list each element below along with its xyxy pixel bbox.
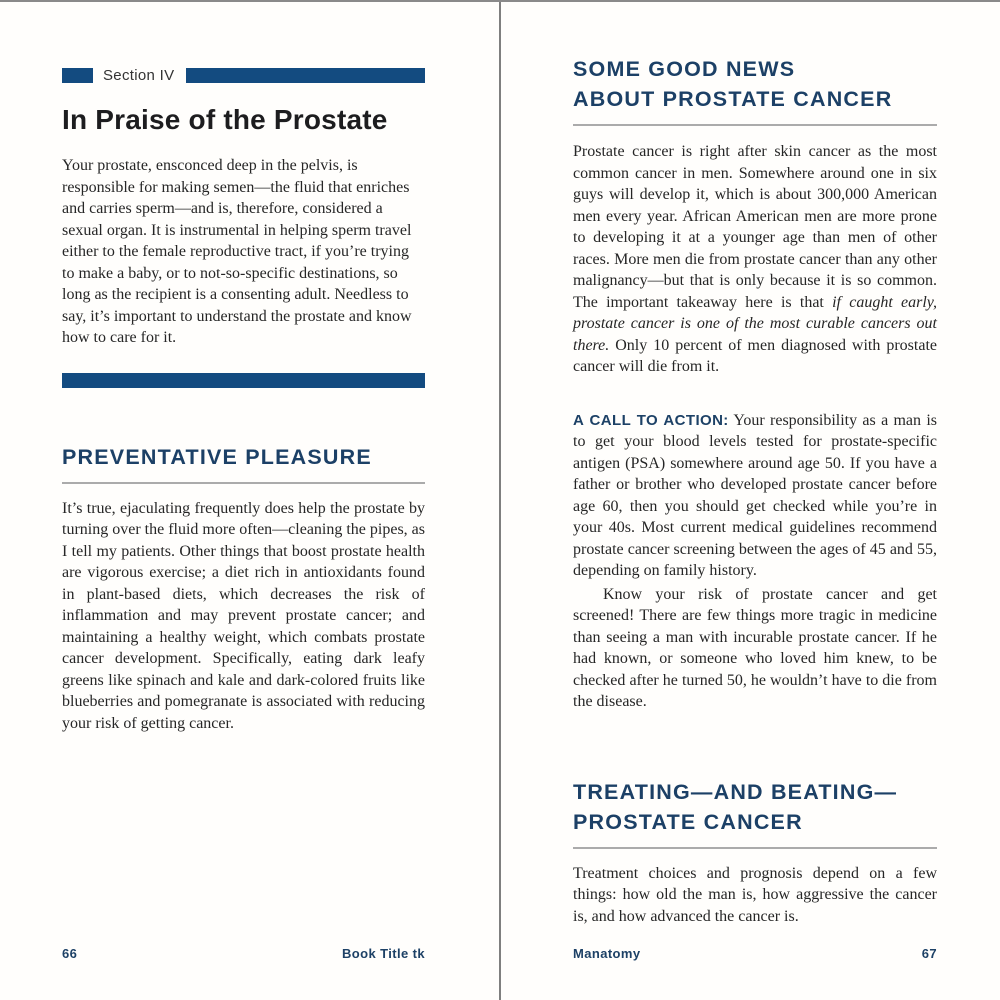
heading-line-2: PROSTATE CANCER [573, 809, 803, 834]
call-to-action-text: Your responsibility as a man is to get your blood levels tested for prostate-specific antigen (PSA) somewhere around age 50. If you have a father or brother who developed prostate cancer before age 60, then you should get checked while you’re in your 40s. Most current medical guidelines recommend prostate cancer screening between the ages of 45 and 55, depending on family history. [573, 411, 937, 579]
intro-paragraph: Your prostate, ensconced deep in the pelvis, is responsible for making semen—the fluid that enriches and carries sperm—and is, therefore, considered a sexual organ. It is instrumental in helping sperm travel either to the female reproductive tract, if you’re trying to make a baby, or to not-so-specific destinations, so long as the recipient is a consenting adult. Needless to say, it’s important to understand the prostate and know how to care for it. [62, 157, 412, 346]
call-to-action-label: A CALL TO ACTION: [573, 411, 729, 429]
heading-line-2: ABOUT PROSTATE CANCER [573, 87, 893, 111]
know-your-risk-paragraph: Know your risk of prostate cancer and get screened! There are few things more tragic in medicine than seeing a man with incurable prostate cancer. If he had known, or someone who loved him knew, to be checked after he turned 50, he wouldn’t have to die from the disease. [573, 585, 937, 710]
right-page-footer [500, 946, 1000, 961]
section-label: Section IV [103, 67, 175, 84]
right-page [500, 2, 1000, 1000]
section-marker-chip [62, 68, 93, 83]
treatment-paragraph: Treatment choices and prognosis depend on a few things: how old the man is, how aggressive the cancer is, and how advanced the cancer is. [573, 864, 937, 925]
heading-line-1: TREATING—AND BEATING— [573, 779, 898, 804]
section-heading-good-news [573, 54, 937, 114]
paragraph-text: Only 10 percent of men diagnosed with prostate cancer will die from it. [573, 336, 937, 375]
section-heading-treating [573, 777, 937, 837]
good-news-paragraph [573, 141, 937, 378]
heading-rule [573, 124, 937, 126]
section-marker-bar [186, 68, 425, 83]
section-heading-preventative-pleasure: PREVENTATIVE PLEASURE [62, 444, 372, 469]
chapter-title: In Praise of the Prostate [62, 104, 388, 135]
left-page-footer [0, 946, 500, 961]
paragraph-italic-text: if caught early, prostate cancer is one of the most curable cancers out there. [573, 293, 937, 354]
blue-divider-bar [62, 373, 425, 388]
paragraph-text: Prostate cancer is right after skin cancer as the most common cancer in men. Somewhere around one in six guys will develop it, which is about 300,000 American men every year. African American men are more prone to developing it at a younger age than men of other races. More men die from prostate cancer than any other malignancy—but that is only because it is so common. The important takeaway here is that [573, 143, 937, 311]
running-title-left: Book Title tk [342, 946, 425, 961]
preventative-pleasure-paragraph: It’s true, ejaculating frequently does help the prostate by turning over the fluid more often—cleaning the pipes, as I tell my patients. Other things that boost prostate health are vigorous exercise; a diet rich in antioxidants found in plant-based diets, which decreases the risk of inflammation and may prevent prostate cancer; and maintaining a healthy weight, which combats prostate cancer development. Specifically, eating dark leafy greens like spinach and kale and dark-colored fruits like blueberries and pomegranate is associated with reducing your risk of getting cancer. [62, 499, 426, 732]
page-number-left: 66 [62, 946, 78, 961]
heading-rule [573, 847, 937, 849]
heading-rule [62, 482, 425, 484]
running-title-right: Manatomy [573, 946, 641, 961]
section-marker [62, 68, 425, 83]
left-page [0, 2, 500, 1000]
call-to-action-paragraph [573, 410, 937, 582]
page-number-right: 67 [921, 946, 937, 961]
heading-line-1: SOME GOOD NEWS [573, 57, 796, 81]
